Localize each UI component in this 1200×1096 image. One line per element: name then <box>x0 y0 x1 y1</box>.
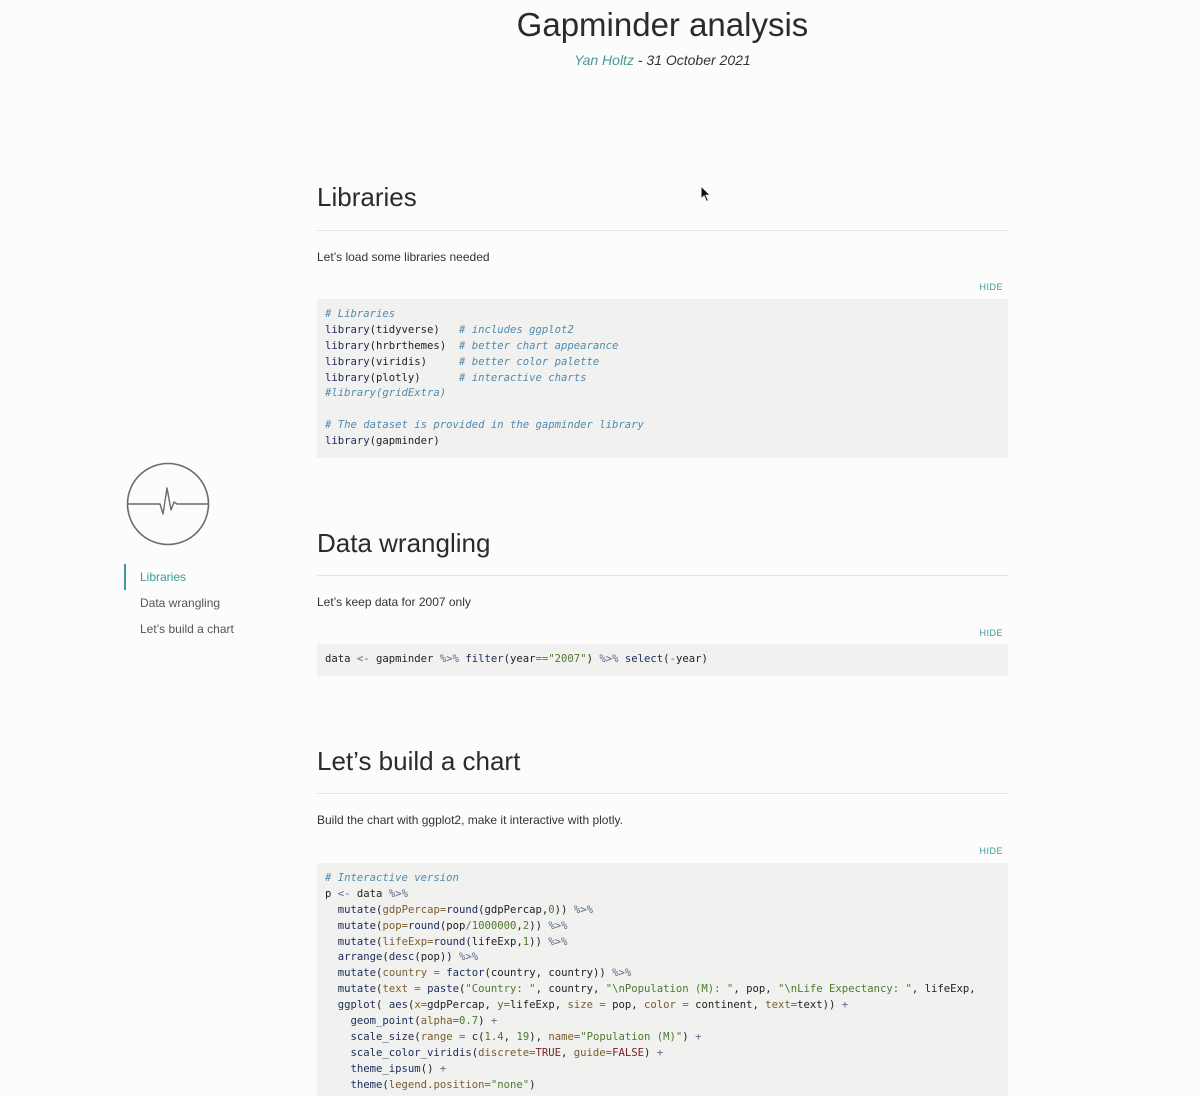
byline <box>317 52 1008 68</box>
code-line: p <- data %>% <box>325 887 408 900</box>
section-divider <box>317 230 1008 231</box>
code-line: ggplot( aes(x=gdpPercap, y=lifeExp, size = pop, color = continent, text=text)) + <box>337 999 849 1012</box>
code-line: library(viridis) # better color palette <box>325 355 600 368</box>
code-line: mutate(pop=round(pop/1000000,2)) %>% <box>337 919 568 932</box>
code-line: scale_color_viridis(discrete=TRUE, guide=FALSE) + <box>350 1046 664 1059</box>
code-line: # The dataset is provided in the gapminder library <box>325 419 644 432</box>
code-line: library(tidyverse) # includes ggplot2 <box>325 323 574 336</box>
toc-item-libraries[interactable]: Libraries <box>124 564 284 590</box>
code-line: mutate(lifeExp=round(lifeExp,1)) %>% <box>337 935 568 948</box>
code-line: scale_size(range = c(1.4, 19), name="Population (M)") + <box>350 1030 702 1043</box>
section-text-libraries: Let’s load some libraries needed <box>317 250 490 264</box>
publish-date: 31 October 2021 <box>646 52 751 68</box>
section-divider <box>317 793 1008 794</box>
code-line: library(gapminder) <box>325 435 440 448</box>
hide-code-button[interactable]: HIDE <box>979 282 1003 292</box>
code-line: # Libraries <box>325 308 396 320</box>
code-line: geom_point(alpha=0.7) + <box>350 1015 498 1028</box>
section-text-data-wrangling: Let’s keep data for 2007 only <box>317 595 471 609</box>
code-line: data <- gapminder %>% filter(year=="2007") %>% select(-year) <box>325 653 708 665</box>
code-line: mutate(country = factor(country, country)) %>% <box>337 967 632 980</box>
mouse-cursor-icon <box>700 185 712 203</box>
section-title-data-wrangling: Data wrangling <box>317 528 491 558</box>
code-block-data-wrangling <box>317 644 1008 676</box>
byline-separator: - <box>633 52 647 68</box>
code-block-build-chart <box>317 863 1008 1096</box>
page-title: Gapminder analysis <box>516 6 809 43</box>
pulse-circle-icon <box>126 462 210 546</box>
code-block-libraries <box>317 299 1008 458</box>
hide-code-button[interactable]: HIDE <box>979 846 1003 856</box>
code-line: library(plotly) # interactive charts <box>325 371 587 384</box>
section-title-build-chart: Let’s build a chart <box>317 746 521 776</box>
code-line: theme_ipsum() + <box>350 1062 447 1075</box>
section-title-libraries: Libraries <box>317 182 417 212</box>
code-line: theme(legend.position="none") <box>350 1078 536 1091</box>
code-line: mutate(text = paste("Country: ", country, "\nPopulation (M): ", pop, "\nLife Expectancy: ", lifeExp, <box>337 983 976 996</box>
code-line: arrange(desc(pop)) %>% <box>337 951 479 964</box>
author-name: Yan Holtz <box>574 52 634 68</box>
code-line: mutate(gdpPercap=round(gdpPercap,0)) %>% <box>337 903 593 916</box>
code-line <box>325 402 1000 418</box>
toc-item-build-chart[interactable]: Let’s build a chart <box>140 622 234 636</box>
section-divider <box>317 575 1008 576</box>
code-line: library(hrbrthemes) # better chart appearance <box>325 339 619 352</box>
section-text-build-chart: Build the chart with ggplot2, make it interactive with plotly. <box>317 813 623 827</box>
toc-item-data-wrangling[interactable]: Data wrangling <box>140 596 221 610</box>
code-line: # Interactive version <box>325 872 459 884</box>
hide-code-button[interactable]: HIDE <box>979 628 1003 638</box>
code-line: #library(gridExtra) <box>325 387 447 400</box>
table-of-contents <box>124 564 284 642</box>
